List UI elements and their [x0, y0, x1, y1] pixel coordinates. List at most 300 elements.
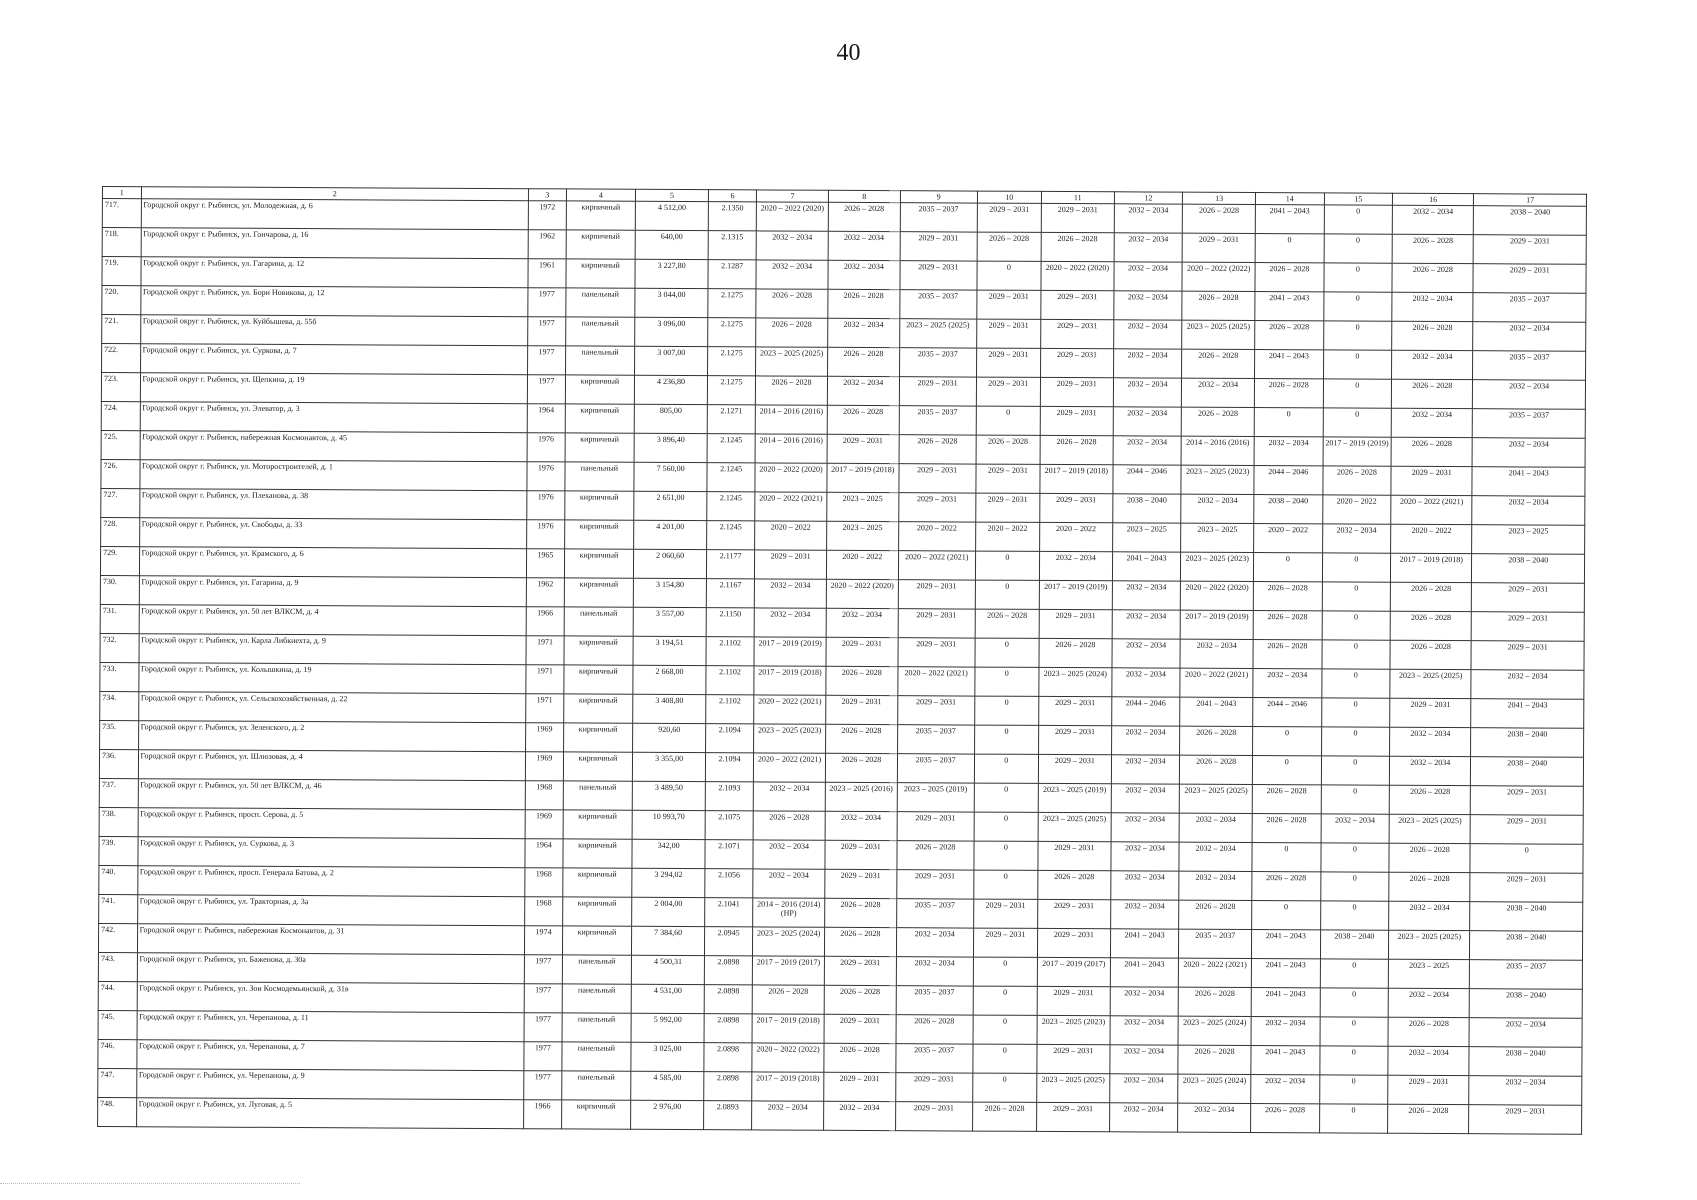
table-cell: 0 [974, 696, 1038, 725]
address-cell: Городской округ г. Рыбинск, ул. Свободы, д. 33 [139, 518, 527, 549]
table-cell: 2032 – 2034 [1112, 581, 1181, 610]
table-cell: 2035 – 2037 [895, 1044, 972, 1073]
table-cell: 2029 – 2031 [898, 638, 975, 667]
table-cell: 2029 – 2031 [1040, 377, 1113, 406]
table-cell: 2038 – 2040 [1254, 495, 1323, 524]
row-number: 744. [98, 981, 137, 1010]
table-cell: 1977 [524, 1013, 562, 1042]
table-cell: 2.1167 [706, 579, 754, 608]
table-cell: 2032 – 2034 [1473, 380, 1586, 410]
row-number: 721. [102, 315, 141, 344]
table-cell: 1977 [527, 375, 565, 404]
table-cell: 0 [1320, 988, 1389, 1017]
table-cell: 2032 – 2034 [1039, 551, 1112, 580]
table-cell: 2026 – 2028 [824, 985, 896, 1014]
table-cell: 2.1102 [706, 666, 754, 695]
address-cell: Городской округ г. Рыбинск, ул. 50 лет ВЛКСМ, д. 46 [138, 779, 526, 810]
table-cell: 1964 [525, 839, 563, 868]
table-cell: 0 [974, 754, 1038, 783]
table-cell: 2020 – 2022 (2020) [1041, 261, 1114, 290]
table-cell: 2029 – 2031 [976, 377, 1040, 406]
table-cell: 2029 – 2031 [824, 1014, 896, 1043]
table-cell: 2044 – 2046 [1254, 466, 1323, 495]
row-number: 737. [99, 778, 138, 807]
table-cell: 2041 – 2043 [1251, 988, 1320, 1017]
table-cell: 3 227,80 [635, 259, 708, 288]
table-cell: 2029 – 2031 [1041, 203, 1114, 232]
table-cell: 2017 – 2019 (2019) [754, 637, 826, 666]
table-cell: 2017 – 2019 (2018) [752, 1014, 824, 1043]
table-cell: 1977 [528, 288, 566, 317]
table-cell: 3 154,80 [633, 578, 706, 607]
table-cell: панельный [565, 462, 635, 491]
table-cell: 2017 – 2019 (2019) [1039, 580, 1112, 609]
table-cell: кирпичный [563, 752, 633, 781]
table-cell: 2029 – 2031 [755, 550, 827, 579]
table-cell: 2026 – 2028 [1251, 1104, 1320, 1133]
row-number: 726. [101, 459, 140, 488]
table-cell: 2032 – 2034 [1110, 1045, 1179, 1074]
table-cell: 2020 – 2022 (2021) [1180, 668, 1253, 697]
table-cell: 2041 – 2043 [1251, 959, 1320, 988]
table-cell: 2023 – 2025 (2024) [753, 927, 825, 956]
table-cell: 2032 – 2034 [1112, 668, 1181, 697]
table-cell: 2026 – 2028 [1392, 321, 1474, 350]
table-cell: 2.1071 [705, 840, 753, 869]
table-cell: 2020 – 2022 [1254, 524, 1323, 553]
address-cell: Городской округ г. Рыбинск, просп. Серова, д. 5 [138, 808, 526, 839]
table-cell: кирпичный [563, 810, 633, 839]
table-cell: 2035 – 2037 [896, 986, 973, 1015]
table-cell: 2.1275 [707, 376, 755, 405]
table-cell: 2.1094 [706, 724, 754, 753]
table-cell: 1977 [528, 317, 566, 346]
row-number: 748. [98, 1097, 137, 1126]
table-cell: 2029 – 2031 [1473, 264, 1586, 294]
table-cell: 1976 [527, 433, 565, 462]
table-cell: 7 560,00 [634, 462, 707, 491]
table-cell: 2029 – 2031 [899, 377, 976, 406]
table-cell: 2026 – 2028 [1389, 872, 1471, 901]
table-cell: 2032 – 2034 [1109, 1103, 1178, 1132]
table-cell: 0 [974, 841, 1038, 870]
table-cell: 0 [975, 551, 1039, 580]
address-cell: Городской округ г. Рыбинск, ул. Гончарова, д. 16 [141, 228, 529, 259]
table-cell: 2032 – 2034 [1179, 842, 1252, 871]
row-number: 720. [102, 286, 141, 315]
address-cell: Городской округ г. Рыбинск, ул. Куйбышева, д. 55б [140, 315, 528, 346]
table-cell: 2026 – 2028 [825, 724, 897, 753]
table-cell: 2023 – 2025 (2023) [1181, 552, 1254, 581]
table-cell: 2023 – 2025 [1181, 523, 1254, 552]
table-cell: 2029 – 2031 [975, 493, 1039, 522]
table-cell: 2.1093 [705, 782, 753, 811]
table-cell: 2032 – 2034 [1112, 639, 1181, 668]
table-cell: 2.1315 [708, 231, 756, 260]
table-cell: 2017 – 2019 (2017) [1037, 957, 1110, 986]
table-cell: 2017 – 2019 (2019) [1323, 437, 1392, 466]
table-cell: 2032 – 2034 [1388, 988, 1470, 1017]
table-cell: 2032 – 2034 [1110, 987, 1179, 1016]
table-cell: 0 [975, 580, 1039, 609]
table-cell: 2.0898 [704, 1014, 752, 1043]
table-cell: 3 294,02 [632, 868, 705, 897]
table-cell: 2032 – 2034 [1180, 639, 1253, 668]
table-cell: 2026 – 2028 [1390, 611, 1472, 640]
table-cell: 2.1150 [706, 608, 754, 637]
table-cell: 2029 – 2031 [897, 812, 974, 841]
table-cell: 2044 – 2046 [1113, 465, 1182, 494]
table-cell: 2038 – 2040 [1471, 728, 1584, 758]
table-cell: 0 [1324, 263, 1393, 292]
table-cell: кирпичный [563, 694, 633, 723]
table-cell: кирпичный [562, 926, 632, 955]
address-cell: Городской округ г. Рыбинск, ул. Шлюзовая, д. 4 [138, 750, 526, 781]
table-cell: 2029 – 2031 [1471, 641, 1584, 671]
table-cell: 2026 – 2028 [1255, 263, 1324, 292]
table-cell: 2026 – 2028 [1038, 870, 1111, 899]
table-cell: 2029 – 2031 [1182, 233, 1255, 262]
table-cell: 4 585,00 [631, 1071, 704, 1100]
table-cell: 2035 – 2037 [1470, 960, 1583, 990]
address-cell: Городской округ г. Рыбинск, ул. Молодежная, д. 6 [141, 199, 529, 230]
table-cell: 2020 – 2022 (2020) [826, 579, 898, 608]
table-cell: 2023 – 2025 (2023) [1037, 1015, 1110, 1044]
table-cell: 1977 [528, 346, 566, 375]
table-cell: 2035 – 2037 [899, 290, 976, 319]
table-cell: 2032 – 2034 [1389, 901, 1471, 930]
table-cell: 2041 – 2043 [1110, 958, 1179, 987]
table-cell: 2032 – 2034 [1178, 1103, 1251, 1132]
table-cell: 2020 – 2022 (2021) [755, 492, 827, 521]
table-cell: 2029 – 2031 [1037, 1044, 1110, 1073]
table-cell: 2038 – 2040 [1470, 931, 1583, 961]
table-cell: 920,60 [633, 723, 706, 752]
row-number: 741. [99, 894, 138, 923]
table-cell: 2020 – 2022 [826, 550, 898, 579]
table-cell: 0 [1320, 872, 1389, 901]
table-cell: 2.1275 [707, 347, 755, 376]
table-cell: 1976 [527, 462, 565, 491]
table-cell: 2029 – 2031 [1471, 786, 1584, 816]
table-cell: 0 [976, 406, 1040, 435]
table-cell: 2032 – 2034 [1112, 610, 1181, 639]
table-cell: 2023 – 2025 [1388, 959, 1470, 988]
table-cell: 2020 – 2022 (2020) [1181, 581, 1254, 610]
table-cell: 2029 – 2031 [1041, 319, 1114, 348]
address-cell: Городской округ г. Рыбинск, ул. Плеханова, д. 38 [139, 489, 527, 520]
table-cell: 2032 – 2034 [754, 608, 826, 637]
table-cell: 2017 – 2019 (2018) [754, 666, 826, 695]
column-header-13: 13 [1183, 192, 1256, 204]
table-cell: 2029 – 2031 [1390, 698, 1472, 727]
table-cell: 0 [1319, 1104, 1388, 1133]
table-cell: 2026 – 2028 [1322, 466, 1391, 495]
table-cell: 2.1275 [708, 318, 756, 347]
table-cell: 2032 – 2034 [1113, 378, 1182, 407]
table-cell: 2029 – 2031 [1472, 583, 1585, 613]
table-cell: 0 [975, 667, 1039, 696]
table-cell: 2035 – 2037 [1179, 929, 1252, 958]
table-cell: 1977 [524, 984, 562, 1013]
table-cell: 2023 – 2025 (2019) [897, 783, 974, 812]
table-cell: 1971 [526, 694, 564, 723]
column-header-10: 10 [977, 191, 1041, 203]
table-cell: 2032 – 2034 [896, 928, 973, 957]
table-cell: 2023 – 2025 (2016) [825, 782, 897, 811]
table-cell: 2032 – 2034 [1471, 670, 1584, 700]
table-cell: 2.1041 [705, 898, 753, 927]
table-cell: 2032 – 2034 [1251, 1075, 1320, 1104]
table-cell: 10 993,70 [632, 810, 705, 839]
table-cell: 2026 – 2028 [1182, 291, 1255, 320]
table-cell: 2032 – 2034 [1114, 233, 1183, 262]
table-cell: 2032 – 2034 [828, 260, 900, 289]
table-cell: 0 [1319, 1075, 1388, 1104]
table-cell: 0 [1319, 1046, 1388, 1075]
row-number: 735. [100, 720, 139, 749]
row-number: 746. [98, 1039, 137, 1068]
column-header-9: 9 [900, 191, 977, 203]
table-cell: 2.1075 [705, 811, 753, 840]
address-cell: Городской округ г. Рыбинск, ул. Баженова, д. 30а [137, 953, 525, 984]
table-cell: 0 [1322, 611, 1391, 640]
table-cell: 2020 – 2022 (2021) [897, 667, 974, 696]
column-header-11: 11 [1041, 191, 1114, 203]
table-cell: 2026 – 2028 [824, 927, 896, 956]
table-cell: 2.1102 [706, 695, 754, 724]
table-cell: 2032 – 2034 [1110, 1016, 1179, 1045]
table-cell: 1966 [526, 607, 564, 636]
table-cell: кирпичный [565, 375, 635, 404]
table-cell: 2038 – 2040 [1474, 206, 1587, 236]
table-cell: 4 512,00 [635, 201, 708, 230]
address-cell: Городской округ г. Рыбинск, ул. Луговая, д. 5 [136, 1098, 524, 1129]
table-cell: 2035 – 2037 [1473, 409, 1586, 439]
table-cell: кирпичный [562, 868, 632, 897]
table-cell: 1971 [526, 665, 564, 694]
table-cell: 2032 – 2034 [1111, 784, 1180, 813]
column-header-1: 1 [102, 187, 141, 199]
table-cell: 2026 – 2028 [1041, 232, 1114, 261]
table-cell: 2032 – 2034 [896, 957, 973, 986]
table-cell: 2026 – 2028 [1392, 263, 1474, 292]
table-cell: 2032 – 2034 [1251, 1017, 1320, 1046]
table-cell: 2032 – 2034 [1179, 871, 1252, 900]
table-cell: 0 [1254, 408, 1323, 437]
table-cell: 2032 – 2034 [1392, 205, 1474, 234]
table-cell: 2020 – 2022 [755, 521, 827, 550]
table-cell: 2023 – 2025 (2019) [1038, 783, 1111, 812]
table-cell: 2026 – 2028 [824, 1043, 896, 1072]
address-cell: Городской округ г. Рыбинск, ул. Черепанова, д. 9 [136, 1069, 524, 1100]
table-cell: 2029 – 2031 [827, 434, 899, 463]
table-cell: 0 [1253, 727, 1322, 756]
address-cell: Городской округ г. Рыбинск, ул. Суркова, д. 3 [137, 837, 525, 868]
table-cell: 2017 – 2019 (2018) [827, 463, 899, 492]
table-cell: 2020 – 2022 [898, 522, 975, 551]
table-cell: 640,00 [635, 230, 708, 259]
table-cell: 2023 – 2025 [1472, 525, 1585, 555]
column-header-14: 14 [1255, 193, 1324, 205]
table-cell: 3 557,00 [633, 607, 706, 636]
table-cell: 2026 – 2028 [977, 232, 1041, 261]
table-cell: 2023 – 2025 (2024) [1039, 667, 1112, 696]
table-cell: 2.1245 [707, 434, 755, 463]
address-cell: Городской округ г. Рыбинск, ул. Тракторная, д. 3а [137, 895, 525, 926]
table-cell: 2032 – 2034 [1472, 496, 1585, 526]
address-cell: Городской округ г. Рыбинск, ул. Черепанова, д. 11 [137, 1011, 525, 1042]
table-cell: 2029 – 2031 [1038, 841, 1111, 870]
table-cell: 2029 – 2031 [898, 580, 975, 609]
table-cell: 2032 – 2034 [826, 608, 898, 637]
table-cell: 2032 – 2034 [1390, 727, 1472, 756]
table-cell: 2041 – 2043 [1251, 1046, 1320, 1075]
table-cell: 2026 – 2028 [828, 202, 900, 231]
table-cell: 342,00 [632, 839, 705, 868]
table-cell: 2041 – 2043 [1471, 699, 1584, 729]
table-cell: 2041 – 2043 [1252, 930, 1321, 959]
table-body [98, 199, 1587, 1135]
table-cell: 3 044,00 [635, 288, 708, 317]
table-cell: 2032 – 2034 [1392, 292, 1474, 321]
table-cell: 2035 – 2037 [900, 203, 977, 232]
address-cell: Городской округ г. Рыбинск, ул. Сельскохозяйственная, д. 22 [138, 692, 526, 723]
row-number: 724. [101, 401, 140, 430]
table-cell: 2029 – 2031 [1040, 348, 1113, 377]
table-cell: 2026 – 2028 [827, 405, 899, 434]
address-cell: Городской округ г. Рыбинск, ул. Бори Новикова, д. 12 [140, 286, 528, 317]
table-cell: 2041 – 2043 [1110, 929, 1179, 958]
row-number: 731. [100, 604, 139, 633]
row-number: 730. [100, 575, 139, 604]
address-cell: Городской округ г. Рыбинск, ул. Черепанова, д. 7 [136, 1040, 524, 1071]
address-cell: Городской округ г. Рыбинск, ул. Карла Либкнехта, д. 9 [139, 634, 527, 665]
table-cell: 2026 – 2028 [756, 376, 828, 405]
row-number: 740. [99, 865, 138, 894]
table-cell: 2029 – 2031 [977, 290, 1041, 319]
table-cell: 2023 – 2025 (2025) [1179, 784, 1252, 813]
table-cell: 2029 – 2031 [1039, 696, 1112, 725]
table-cell: 2041 – 2043 [1255, 350, 1324, 379]
table-cell: 2026 – 2028 [825, 898, 897, 927]
table-cell: 2026 – 2028 [1253, 640, 1322, 669]
table-cell: 2017 – 2019 (2018) [1040, 464, 1113, 493]
table-cell: 2020 – 2022 [1040, 522, 1113, 551]
row-number: 734. [100, 691, 139, 720]
table-cell: 0 [1322, 582, 1391, 611]
table-cell: 2038 – 2040 [1471, 757, 1584, 787]
table-cell: 2032 – 2034 [756, 260, 828, 289]
table-cell: кирпичный [563, 839, 633, 868]
table-cell: 2029 – 2031 [977, 203, 1041, 232]
table-cell: 2029 – 2031 [898, 493, 975, 522]
table-cell: 2023 – 2025 (2023) [754, 724, 826, 753]
table-cell: 2032 – 2034 [1179, 813, 1252, 842]
table-cell: 2035 – 2037 [899, 406, 976, 435]
table-cell: 2020 – 2022 (2020) [756, 202, 828, 231]
table-cell: 2032 – 2034 [1469, 1076, 1582, 1106]
table-cell: 2032 – 2034 [1114, 204, 1183, 233]
table-cell: 2020 – 2022 (2021) [1179, 958, 1252, 987]
table-cell: 2032 – 2034 [756, 231, 828, 260]
table-cell: 3 025,00 [631, 1042, 704, 1071]
table-cell: 2023 – 2025 (2025) [1182, 320, 1255, 349]
table-cell: 2038 – 2040 [1320, 930, 1389, 959]
table-cell: 2038 – 2040 [1470, 902, 1583, 932]
table-cell: 2032 – 2034 [1111, 871, 1180, 900]
table-cell: 2020 – 2022 [1322, 495, 1391, 524]
registry-table [97, 186, 1587, 1135]
table-cell: 2026 – 2028 [826, 666, 898, 695]
address-cell: Городской округ г. Рыбинск, просп. Генерала Батова, д. 2 [137, 866, 525, 897]
table-cell: 3 194,51 [633, 636, 706, 665]
table-cell: 2017 – 2019 (2019) [1180, 610, 1253, 639]
table-cell: 2023 – 2025 (2025) [1038, 812, 1111, 841]
table-cell: 0 [1320, 959, 1389, 988]
table-cell: 2020 – 2022 (2020) [755, 463, 827, 492]
table-cell: 2026 – 2028 [1392, 234, 1474, 263]
table-cell: кирпичный [562, 897, 632, 926]
table-cell: 2026 – 2028 [1183, 204, 1256, 233]
row-number: 727. [101, 488, 140, 517]
table-cell: 2.1287 [708, 260, 756, 289]
table-cell: 2032 – 2034 [828, 318, 900, 347]
table-cell: 0 [1321, 669, 1390, 698]
table-cell: 2029 – 2031 [1037, 1102, 1110, 1131]
table-cell: 2 651,00 [634, 491, 707, 520]
table-cell: 0 [1253, 553, 1322, 582]
table-cell: 2.0945 [704, 927, 752, 956]
table-cell: 2032 – 2034 [1113, 349, 1182, 378]
row-number: 728. [101, 517, 140, 546]
row-number: 723. [101, 373, 140, 402]
table-cell: 2020 – 2022 (2022) [752, 1043, 824, 1072]
table-cell: панельный [565, 346, 635, 375]
table-cell: кирпичный [561, 1100, 631, 1129]
row-number: 745. [98, 1010, 137, 1039]
table-cell: 2029 – 2031 [897, 696, 974, 725]
table-cell: 2032 – 2034 [1114, 291, 1183, 320]
table-cell: 2029 – 2031 [1471, 815, 1584, 845]
table-cell: 2029 – 2031 [1038, 754, 1111, 783]
table-cell: 2023 – 2025 (2025) [1037, 1073, 1110, 1102]
table-cell: 2 976,00 [631, 1100, 704, 1129]
table-cell: 2029 – 2031 [1038, 725, 1111, 754]
table-cell: 2044 – 2046 [1253, 698, 1322, 727]
table-cell: кирпичный [566, 201, 636, 230]
table-cell: 2.1245 [707, 521, 755, 550]
table-cell: 4 531,00 [631, 984, 704, 1013]
row-number: 732. [100, 633, 139, 662]
table-cell: 2026 – 2028 [1252, 814, 1321, 843]
table-cell: 2041 – 2043 [1472, 467, 1585, 497]
column-header-15: 15 [1324, 193, 1393, 205]
table-cell: 2029 – 2031 [824, 956, 896, 985]
table-cell: 2026 – 2028 [1390, 582, 1472, 611]
table-cell: 0 [1321, 785, 1390, 814]
table-cell: 2032 – 2034 [1322, 524, 1391, 553]
table-cell: 4 500,31 [632, 955, 705, 984]
table-cell: кирпичный [563, 665, 633, 694]
table-cell: 2032 – 2034 [1181, 494, 1254, 523]
table-cell: 2017 – 2019 (2017) [752, 956, 824, 985]
table-cell: 0 [1320, 1017, 1389, 1046]
table-cell: 2029 – 2031 [1041, 290, 1114, 319]
table-cell: панельный [562, 955, 632, 984]
table-cell: 2029 – 2031 [1040, 406, 1113, 435]
table-cell: 2026 – 2028 [1181, 407, 1254, 436]
